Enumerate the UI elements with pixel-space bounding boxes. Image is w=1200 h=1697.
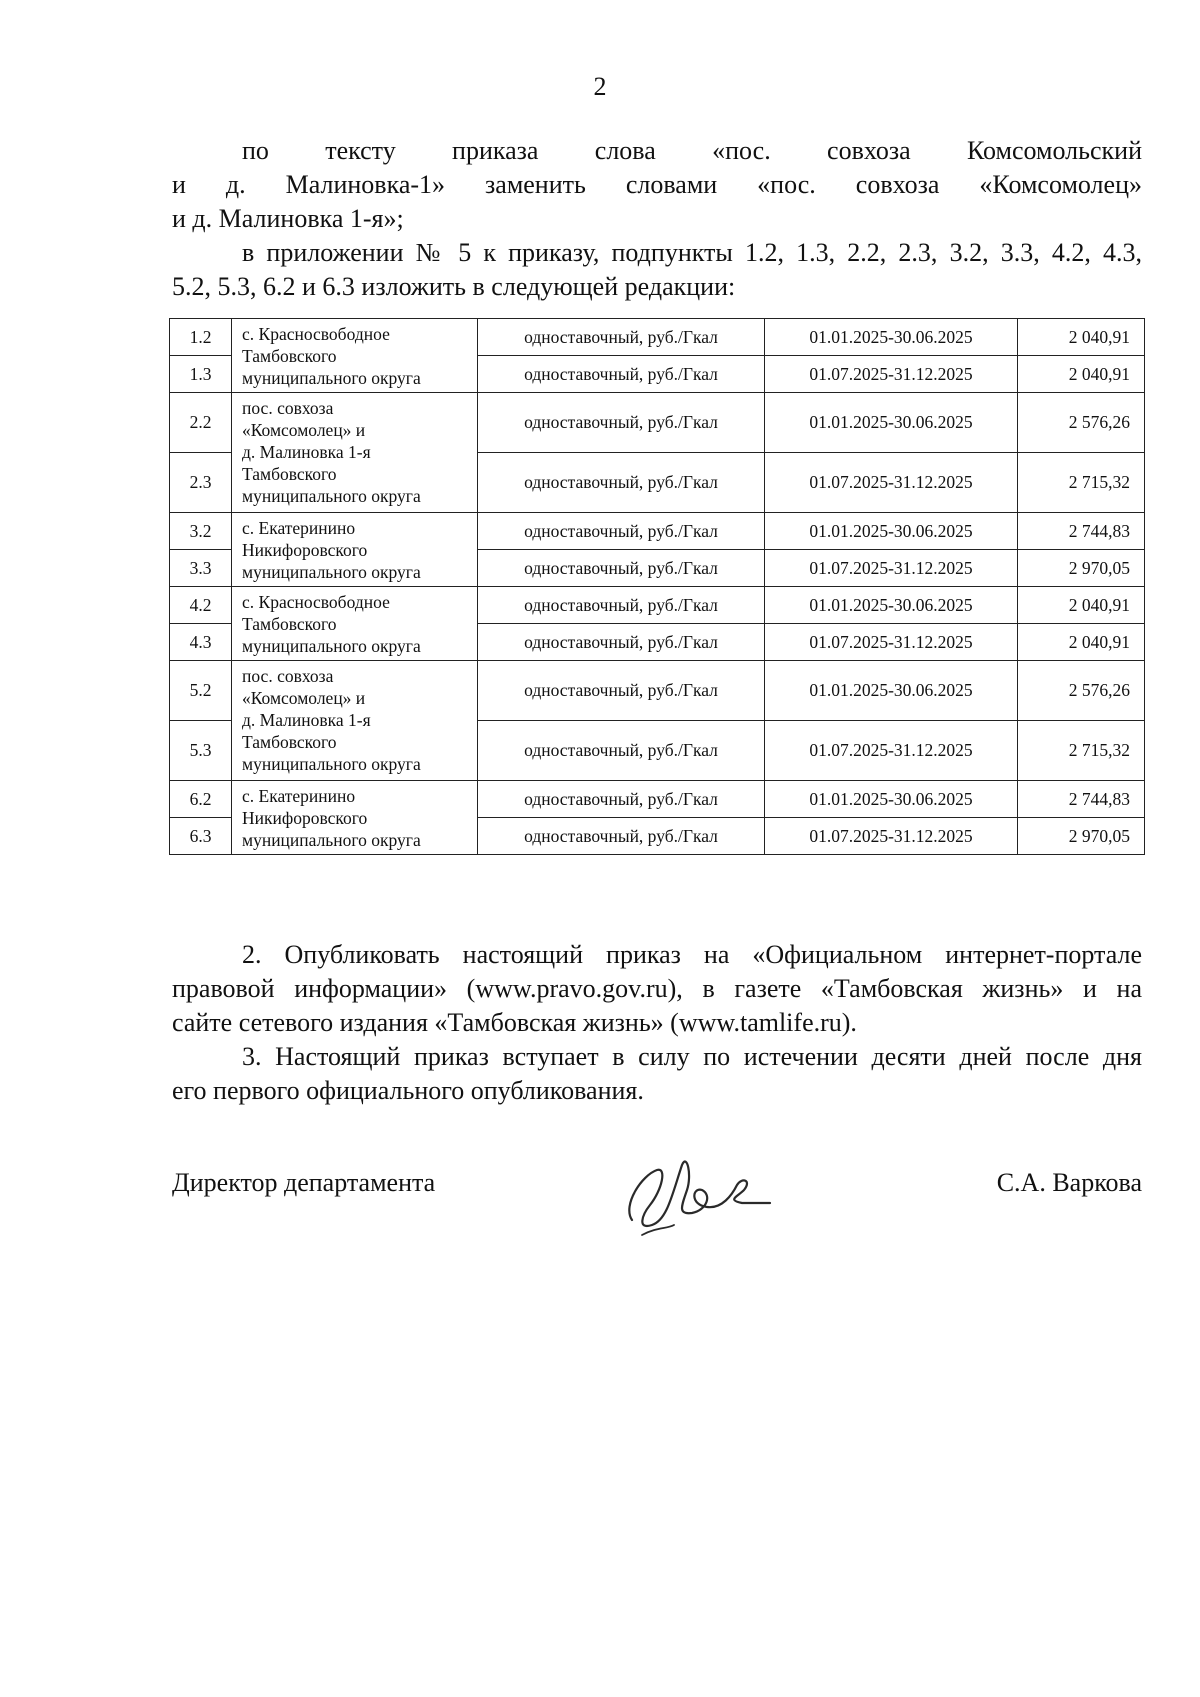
period-cell: 01.07.2025-31.12.2025 xyxy=(765,453,1018,513)
location-cell xyxy=(232,393,478,513)
row-number-cell: 2.3 xyxy=(170,453,232,513)
location-line: с. Екатеринино xyxy=(242,518,356,538)
paragraph-line xyxy=(172,938,1142,972)
period-cell: 01.01.2025-30.06.2025 xyxy=(765,393,1018,453)
location-line: муниципального округа xyxy=(242,754,421,774)
signer-title: Директор департамента xyxy=(172,1168,436,1197)
period-cell: 01.01.2025-30.06.2025 xyxy=(765,587,1018,624)
table-row xyxy=(170,319,1145,356)
location-line: «Комсомолец» и xyxy=(242,688,366,708)
period-cell: 01.07.2025-31.12.2025 xyxy=(765,356,1018,393)
table-row xyxy=(170,661,1145,721)
tariff-type-cell: одноставочный, руб./Гкал xyxy=(478,661,765,721)
location-line: с. Екатеринино xyxy=(242,786,356,806)
tariff-type-cell: одноставочный, руб./Гкал xyxy=(478,393,765,453)
page-number: 2 xyxy=(593,72,607,101)
location-line: Никифоровского xyxy=(242,540,368,560)
signer-name: С.А. Варкова xyxy=(996,1168,1142,1197)
location-line: муниципального округа xyxy=(242,368,421,388)
price-cell: 2 576,26 xyxy=(1018,661,1145,721)
tariff-type-cell: одноставочный, руб./Гкал xyxy=(478,319,765,356)
location-line: Тамбовского xyxy=(242,614,337,634)
location-cell xyxy=(232,781,478,855)
paragraph-line xyxy=(172,236,1142,270)
location-line: д. Малиновка 1-я xyxy=(242,710,371,730)
location-cell xyxy=(232,661,478,781)
location-line: муниципального округа xyxy=(242,830,421,850)
row-number-cell: 1.3 xyxy=(170,356,232,393)
price-cell: 2 040,91 xyxy=(1018,319,1145,356)
paragraph-line xyxy=(172,134,1142,168)
paragraph-line: его первого официального опубликования. xyxy=(172,1076,644,1105)
paragraph-line: 5.2, 5.3, 6.2 и 6.3 изложить в следующей редакции: xyxy=(172,272,736,301)
location-line: Тамбовского xyxy=(242,346,337,366)
price-cell: 2 715,32 xyxy=(1018,453,1145,513)
paragraph-line: правовой информации» (www.pravo.gov.ru), в газете «Тамбовская жизнь» и на xyxy=(172,974,1142,1003)
table-row xyxy=(170,781,1145,818)
period-cell: 01.01.2025-30.06.2025 xyxy=(765,781,1018,818)
row-number-cell: 4.3 xyxy=(170,624,232,661)
location-line: пос. совхоза xyxy=(242,666,334,686)
paragraph-line-text: 2. Опубликовать настоящий приказ на «Официальном интернет-портале xyxy=(242,940,1142,969)
period-cell: 01.07.2025-31.12.2025 xyxy=(765,624,1018,661)
location-line: д. Малиновка 1-я xyxy=(242,442,371,462)
tariff-type-cell: одноставочный, руб./Гкал xyxy=(478,453,765,513)
location-cell xyxy=(232,319,478,393)
paragraph-line-text: 3. Настоящий приказ вступает в силу по истечении десяти дней после дня xyxy=(242,1042,1142,1071)
table-row xyxy=(170,393,1145,453)
paragraph-line: и д. Малиновка 1-я»; xyxy=(172,204,404,233)
tariff-table-body xyxy=(170,319,1145,855)
location-line: Тамбовского xyxy=(242,732,337,752)
location-line: Тамбовского xyxy=(242,464,337,484)
tariff-type-cell: одноставочный, руб./Гкал xyxy=(478,550,765,587)
location-cell xyxy=(232,513,478,587)
row-number-cell: 5.3 xyxy=(170,721,232,781)
location-line: с. Красносвободное xyxy=(242,592,390,612)
row-number-cell: 6.2 xyxy=(170,781,232,818)
location-line: с. Красносвободное xyxy=(242,324,390,344)
location-line: муниципального округа xyxy=(242,486,421,506)
paragraph-line-text: в приложении № 5 к приказу, подпункты 1.2, 1.3, 2.2, 2.3, 3.2, 3.3, 4.2, 4.3, xyxy=(242,238,1142,267)
location-line: пос. совхоза xyxy=(242,398,334,418)
paragraph-line: сайте сетевого издания «Тамбовская жизнь» (www.tamlife.ru). xyxy=(172,1008,857,1037)
row-number-cell: 3.2 xyxy=(170,513,232,550)
period-cell: 01.01.2025-30.06.2025 xyxy=(765,319,1018,356)
paragraph-line-text: по тексту приказа слова «пос. совхоза Комсомольский xyxy=(242,136,1142,165)
handwritten-signature xyxy=(612,1135,772,1245)
row-number-cell: 5.2 xyxy=(170,661,232,721)
location-line: Никифоровского xyxy=(242,808,368,828)
period-cell: 01.07.2025-31.12.2025 xyxy=(765,550,1018,587)
table-row xyxy=(170,513,1145,550)
price-cell: 2 715,32 xyxy=(1018,721,1145,781)
period-cell: 01.01.2025-30.06.2025 xyxy=(765,661,1018,721)
signature-block xyxy=(172,1135,1142,1255)
tariff-type-cell: одноставочный, руб./Гкал xyxy=(478,721,765,781)
tariff-type-cell: одноставочный, руб./Гкал xyxy=(478,818,765,855)
price-cell: 2 040,91 xyxy=(1018,356,1145,393)
price-cell: 2 744,83 xyxy=(1018,513,1145,550)
price-cell: 2 744,83 xyxy=(1018,781,1145,818)
row-number-cell: 2.2 xyxy=(170,393,232,453)
row-number-cell: 3.3 xyxy=(170,550,232,587)
location-line: муниципального округа xyxy=(242,562,421,582)
paragraph-line xyxy=(172,1040,1142,1074)
tariff-type-cell: одноставочный, руб./Гкал xyxy=(478,624,765,661)
row-number-cell: 6.3 xyxy=(170,818,232,855)
row-number-cell: 4.2 xyxy=(170,587,232,624)
paragraph-line: и д. Малиновка-1» заменить словами «пос. совхоза «Комсомолец» xyxy=(172,170,1142,199)
price-cell: 2 040,91 xyxy=(1018,624,1145,661)
table-row xyxy=(170,587,1145,624)
tariff-type-cell: одноставочный, руб./Гкал xyxy=(478,356,765,393)
location-line: муниципального округа xyxy=(242,636,421,656)
tariff-type-cell: одноставочный, руб./Гкал xyxy=(478,587,765,624)
location-cell xyxy=(232,587,478,661)
price-cell: 2 576,26 xyxy=(1018,393,1145,453)
location-line: «Комсомолец» и xyxy=(242,420,366,440)
tariff-table xyxy=(169,318,1144,855)
price-cell: 2 970,05 xyxy=(1018,818,1145,855)
period-cell: 01.07.2025-31.12.2025 xyxy=(765,721,1018,781)
tariff-type-cell: одноставочный, руб./Гкал xyxy=(478,781,765,818)
row-number-cell: 1.2 xyxy=(170,319,232,356)
period-cell: 01.07.2025-31.12.2025 xyxy=(765,818,1018,855)
price-cell: 2 970,05 xyxy=(1018,550,1145,587)
tariff-type-cell: одноставочный, руб./Гкал xyxy=(478,513,765,550)
price-cell: 2 040,91 xyxy=(1018,587,1145,624)
period-cell: 01.01.2025-30.06.2025 xyxy=(765,513,1018,550)
